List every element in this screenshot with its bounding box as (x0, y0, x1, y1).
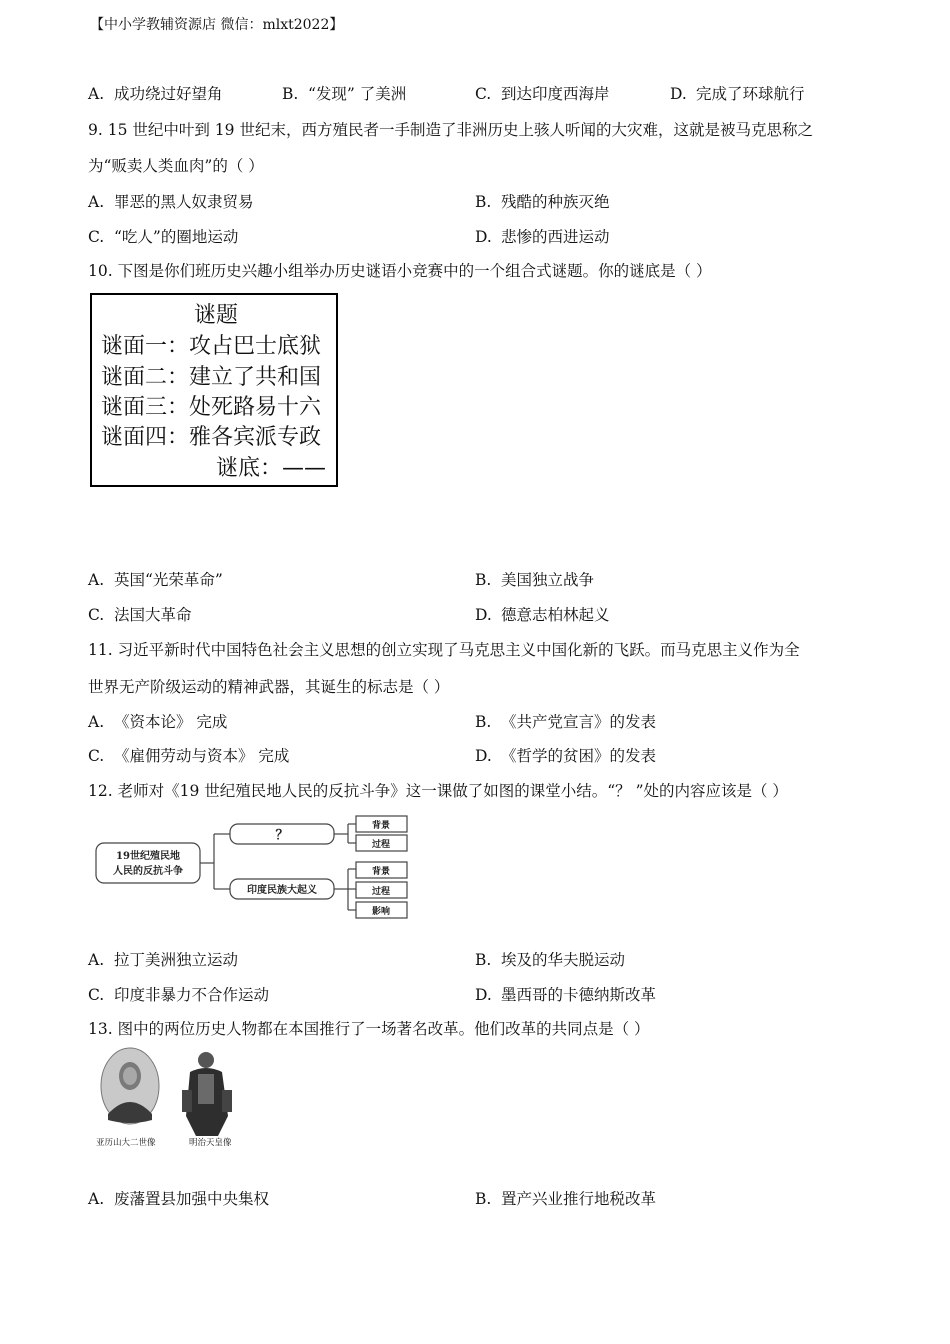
option-label: B. (282, 85, 299, 103)
q8-option-d[interactable] (670, 82, 805, 104)
q13-option-b[interactable] (475, 1187, 656, 1209)
q8-option-a[interactable] (88, 82, 223, 104)
diagram-leaf-label: 过程 (371, 840, 391, 850)
option-text: 墨西哥的卡德纳斯改革 (501, 986, 657, 1004)
option-text: 成功绕过好望角 (114, 85, 223, 103)
option-text: 废藩置县加强中央集权 (114, 1190, 270, 1208)
q9-option-d[interactable] (475, 225, 610, 247)
option-label: C. (88, 606, 105, 624)
option-text: 《资本论》 完成 (114, 713, 228, 731)
summary-diagram (90, 812, 412, 922)
riddle-line: 谜面一：攻占巴士底狱 (101, 334, 322, 359)
option-text: 残酷的种族灭绝 (501, 193, 610, 211)
option-label: B. (475, 713, 492, 731)
diagram-leaf-label: 过程 (371, 887, 391, 897)
option-label: C. (88, 986, 105, 1004)
diagram-leaf-label: 背景 (371, 821, 391, 831)
diagram-root-line1: 19世纪殖民地 (116, 851, 180, 862)
q12-stem: 12. 老师对《19 世纪殖民地人民的反抗斗争》这一课做了如图的课堂小结。“？ ”处的内容应该是（ ） (88, 782, 788, 800)
option-text: 《哲学的贫困》的发表 (501, 747, 657, 765)
option-label: D. (475, 606, 492, 624)
riddle-title: 谜题 (194, 303, 239, 328)
option-text: 美国独立战争 (501, 571, 595, 589)
q12-option-b[interactable] (475, 948, 625, 970)
q9-stem-line2: 为“贩卖人类血肉”的（ ） (88, 157, 264, 175)
q12-option-c[interactable] (88, 983, 269, 1005)
q11-stem-line2: 世界无产阶级运动的精神武器，其诞生的标志是（ ） (88, 678, 450, 696)
option-label: D. (475, 228, 492, 246)
option-label: D. (670, 85, 687, 103)
q10-option-d[interactable] (475, 603, 610, 625)
option-text: 《雇佣劳动与资本》 完成 (114, 747, 290, 765)
option-label: B. (475, 1190, 492, 1208)
page-header: 【中小学教辅资源店 微信：mlxt2022】 (90, 17, 344, 33)
option-text: 德意志柏林起义 (501, 606, 610, 624)
option-text: 埃及的华夫脱运动 (501, 951, 626, 969)
option-text: 法国大革命 (114, 606, 192, 624)
meiji-emperor-portrait (182, 1052, 232, 1136)
q9-option-a[interactable] (88, 190, 254, 212)
option-text: 拉丁美洲独立运动 (114, 951, 239, 969)
diagram-leaf-label: 背景 (371, 867, 391, 877)
q10-option-a[interactable] (88, 568, 223, 590)
diagram-branch2-label: 印度民族大起义 (247, 885, 317, 896)
diagram-leaf-label: 影响 (371, 907, 391, 917)
option-label: D. (475, 747, 492, 765)
option-label: A. (88, 1190, 105, 1208)
q9-option-b[interactable] (475, 190, 610, 212)
q10-stem: 10. 下图是你们班历史兴趣小组举办历史谜语小竞赛中的一个组合式谜题。你的谜底是（ ） (88, 262, 712, 280)
option-text: 罪恶的黑人奴隶贸易 (114, 193, 254, 211)
option-label: A. (88, 951, 105, 969)
option-text: “吃人”的圈地运动 (114, 228, 239, 246)
option-label: D. (475, 986, 492, 1004)
q9-option-c[interactable] (88, 225, 238, 247)
option-label: B. (475, 571, 492, 589)
diagram-root-box (96, 843, 200, 883)
diagram-branch1-label: ？ (275, 828, 289, 843)
q10-option-c[interactable] (88, 603, 192, 625)
q10-option-b[interactable] (475, 568, 594, 590)
q11-stem-line1: 11. 习近平新时代中国特色社会主义思想的创立实现了马克思主义中国化新的飞跃。而马克思主义作为全 (88, 641, 800, 659)
q9-stem-line1: 9. 15 世纪中叶到 19 世纪末，西方殖民者一手制造了非洲历史上骇人听闻的大灾难，这就是被马克思称之 (88, 121, 813, 139)
option-label: A. (88, 571, 105, 589)
option-text: 悲惨的西进运动 (501, 228, 610, 246)
option-label: A. (88, 85, 105, 103)
option-label: C. (475, 85, 492, 103)
option-label: C. (88, 228, 105, 246)
diagram-root-line2: 人民的反抗斗争 (113, 866, 183, 877)
q12-option-d[interactable] (475, 983, 656, 1005)
riddle-answer: 谜底：—— (216, 456, 327, 481)
riddle-box (90, 293, 338, 487)
q11-option-a[interactable] (88, 710, 227, 732)
option-text: 到达印度西海岸 (501, 85, 610, 103)
option-label: C. (88, 747, 105, 765)
riddle-line: 谜面四：雅各宾派专政 (101, 425, 322, 450)
option-text: 印度非暴力不合作运动 (114, 986, 270, 1004)
riddle-line: 谜面三：处死路易十六 (101, 395, 322, 420)
option-label: B. (475, 951, 492, 969)
option-label: A. (88, 193, 105, 211)
q8-option-c[interactable] (475, 82, 610, 104)
portrait-caption-alexander: 亚历山大二世像 (96, 1138, 156, 1148)
portrait-caption-meiji: 明治天皇像 (189, 1138, 232, 1148)
q13-option-a[interactable] (88, 1187, 269, 1209)
q11-option-c[interactable] (88, 744, 289, 766)
alexander-ii-portrait (101, 1048, 159, 1124)
q12-option-a[interactable] (88, 948, 238, 970)
riddle-line: 谜面二：建立了共和国 (101, 365, 322, 390)
option-label: A. (88, 713, 105, 731)
q8-option-b[interactable] (282, 82, 406, 104)
option-text: 置产兴业推行地税改革 (501, 1190, 657, 1208)
portraits-figure (94, 1046, 244, 1150)
q11-option-b[interactable] (475, 710, 656, 732)
option-label: B. (475, 193, 492, 211)
q11-option-d[interactable] (475, 744, 656, 766)
option-text: “发现” 了美洲 (308, 85, 407, 103)
q13-stem: 13. 图中的两位历史人物都在本国推行了一场著名改革。他们改革的共同点是（ ） (88, 1020, 650, 1038)
option-text: 完成了环球航行 (696, 85, 805, 103)
option-text: 《共产党宣言》的发表 (501, 713, 657, 731)
option-text: 英国“光荣革命” (114, 571, 223, 589)
